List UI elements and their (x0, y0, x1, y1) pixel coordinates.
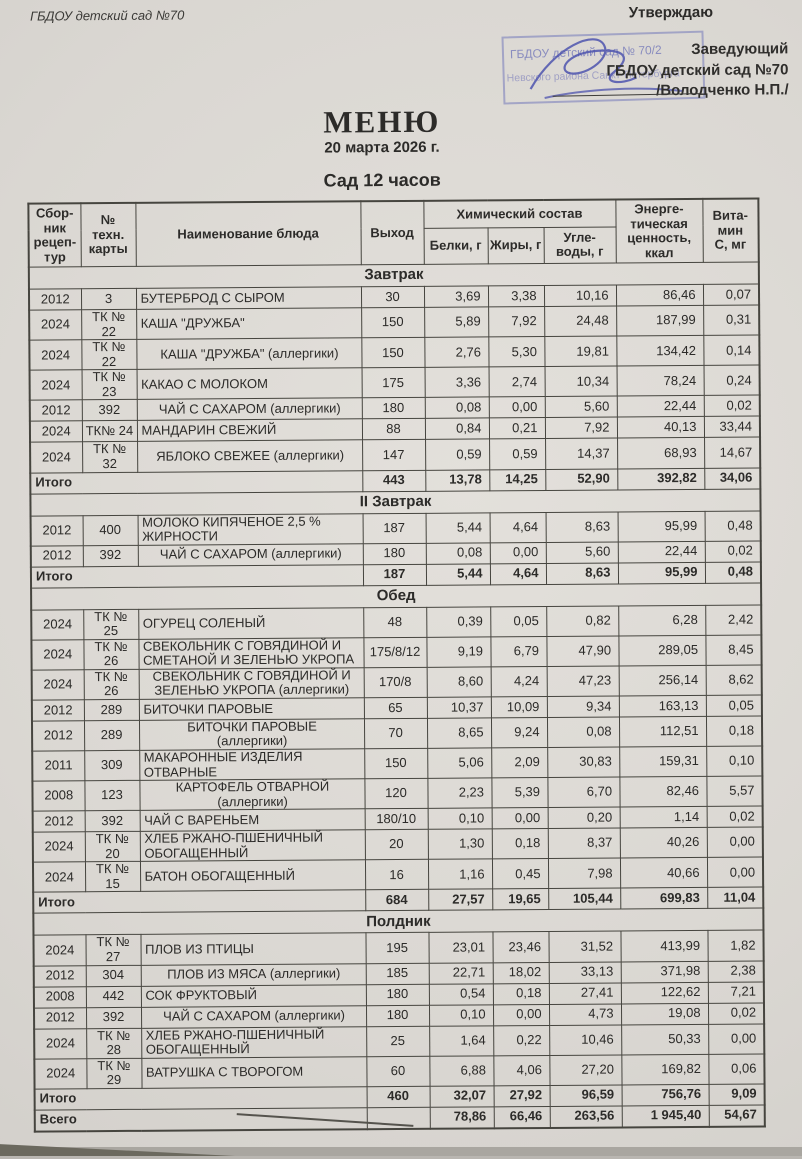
cell-protein: 1,30 (428, 829, 492, 860)
cell-fat: 6,79 (490, 636, 546, 666)
cell-protein: 5,89 (424, 307, 488, 338)
cell-fat: 0,05 (490, 606, 546, 636)
cell-energy: 159,31 (619, 746, 706, 777)
cell-carb: 105,44 (548, 888, 620, 910)
cell-card: ТК № 22 (81, 310, 136, 340)
cell-fat: 4,64 (490, 512, 546, 542)
cell-energy: 392,82 (617, 468, 704, 490)
cell-out: 65 (364, 697, 427, 718)
cell-protein: 5,44 (426, 564, 490, 585)
cell-card: 392 (83, 545, 138, 566)
cell-card: ТК № 32 (82, 442, 137, 472)
cell-energy: 6,28 (618, 605, 705, 636)
stamp-line-1: ГБДОУ детский сад № 70/2 (509, 42, 662, 62)
cell-vitc: 54,67 (709, 1105, 765, 1127)
cell-energy: 112,51 (619, 716, 706, 747)
cell-protein: 9,19 (426, 637, 490, 668)
grand-total-row (35, 1105, 765, 1132)
cell-protein: 0,08 (425, 397, 489, 418)
cell-carb: 24,48 (544, 306, 616, 337)
cell-out: 175/8/12 (363, 637, 426, 668)
menu-subtitle: Сад 12 часов (323, 169, 441, 191)
cell-dish: СОК ФРУКТОВЫЙ (141, 984, 366, 1007)
cell-energy: 256,14 (619, 665, 706, 696)
cell-energy: 22,44 (617, 396, 704, 418)
cell-src: 2012 (30, 400, 82, 421)
table-header-row-1 (28, 198, 758, 230)
cell-vitc: 0,00 (707, 827, 763, 857)
cell-vitc: 0,18 (706, 716, 762, 746)
cell-protein: 1,64 (429, 1025, 493, 1056)
cell-protein: 5,06 (427, 748, 491, 779)
cell-out: 48 (363, 607, 426, 638)
cell-fat: 0,18 (492, 829, 548, 859)
cell-out: 175 (362, 368, 425, 399)
cell-carb: 0,20 (548, 807, 620, 829)
cell-src: 2008 (32, 781, 84, 811)
cell-carb: 8,63 (546, 563, 618, 585)
cell-energy: 40,13 (617, 417, 704, 439)
cell-protein: 8,65 (427, 718, 491, 749)
cell-fat: 23,46 (492, 932, 548, 962)
stamp-line-2: Невского района Санкт-Петербурга (506, 67, 680, 85)
cell-card: ТК № 27 (85, 935, 140, 965)
menu-date: 20 марта 2026 г. (324, 138, 440, 157)
cell-out: 460 (367, 1086, 430, 1107)
cell-carb: 31,52 (548, 931, 620, 962)
cell-card: 392 (86, 1007, 141, 1028)
cell-dish: ЯБЛОКО СВЕЖЕЕ (аллергики) (137, 440, 362, 472)
section-title: II Завтрак (30, 489, 760, 516)
approve-label: Утверждаю (628, 3, 714, 22)
cell-out: 195 (365, 933, 428, 964)
cell-vitc: 0,14 (703, 335, 759, 365)
cell-carb: 4,73 (549, 1003, 621, 1025)
total-label: Итого (30, 470, 362, 493)
cell-carb: 47,23 (547, 666, 619, 697)
cell-energy: 40,26 (620, 828, 707, 859)
header-output: Выход (360, 201, 423, 265)
cell-dish: КАКАО С МОЛОКОМ (137, 368, 362, 400)
cell-energy: 371,98 (621, 961, 708, 983)
cell-src: 2024 (31, 609, 83, 639)
cell-vitc: 0,10 (706, 746, 762, 776)
cell-protein: 8,60 (427, 667, 491, 698)
cell-dish: ЧАЙ С САХАРОМ (аллергики) (141, 1005, 366, 1028)
cell-out: 443 (362, 470, 425, 491)
cell-vitc: 2,42 (705, 605, 761, 635)
cell-energy: 95,99 (618, 562, 705, 584)
cell-energy: 22,44 (618, 541, 705, 563)
cell-vitc: 5,57 (706, 776, 762, 806)
cell-dish: МАКАРОННЫЕ ИЗДЕЛИЯ ОТВАРНЫЕ (139, 749, 364, 781)
total-label: Итого (31, 564, 363, 587)
cell-fat: 0,00 (489, 397, 545, 418)
cell-carb: 0,08 (547, 717, 619, 748)
cell-protein: 0,84 (425, 418, 489, 439)
cell-fat: 0,00 (492, 808, 548, 829)
total-label: Итого (33, 890, 365, 913)
cell-out: 180 (363, 543, 426, 564)
cell-fat: 0,22 (493, 1025, 549, 1055)
cell-dish: СВЕКОЛЬНИК С ГОВЯДИНОЙ И ЗЕЛЕНЬЮ УКРОПА (аллергики) (139, 668, 364, 700)
cell-protein: 10,37 (427, 697, 491, 718)
cell-dish: БУТЕРБРОД С СЫРОМ (136, 287, 361, 310)
cell-src: 2012 (31, 545, 83, 566)
cell-carb: 7,92 (545, 417, 617, 439)
cell-energy: 78,24 (617, 366, 704, 397)
cell-dish: КАША "ДРУЖБА" (136, 308, 361, 340)
cell-out: 180 (362, 398, 425, 419)
cell-out: 684 (365, 890, 428, 911)
cell-src: 2024 (30, 421, 82, 442)
cell-src: 2012 (32, 700, 84, 721)
cell-energy: 122,62 (621, 982, 708, 1004)
cell-dish: ЧАЙ С ВАРЕНЬЕМ (140, 809, 365, 832)
cell-dish: БИТОЧКИ ПАРОВЫЕ (139, 698, 364, 721)
cell-src: 2024 (34, 1058, 86, 1088)
cell-carb: 6,70 (547, 777, 619, 808)
cell-fat: 2,09 (491, 748, 547, 778)
cell-out: 88 (362, 419, 425, 440)
cell-card: ТК № 20 (85, 832, 140, 862)
cell-fat: 2,74 (489, 367, 545, 397)
cell-energy: 756,76 (622, 1084, 709, 1106)
cell-protein: 3,36 (425, 367, 489, 398)
cell-energy: 19,08 (621, 1003, 708, 1025)
cell-dish: КАРТОФЕЛЬ ОТВАРНОЙ (аллергики) (139, 779, 364, 811)
cell-dish: КАША "ДРУЖБА" (аллергики) (136, 338, 361, 370)
cell-carb: 5,60 (545, 396, 617, 418)
cell-vitc: 2,38 (708, 960, 764, 981)
cell-vitc: 0,05 (706, 695, 762, 716)
cell-fat: 10,09 (491, 696, 547, 717)
director-title: Заведующий (691, 40, 789, 58)
cell-src: 2024 (33, 832, 85, 862)
cell-fat: 5,39 (491, 778, 547, 808)
cell-fat: 5,30 (488, 337, 544, 367)
cell-fat: 0,21 (489, 418, 545, 439)
cell-protein: 32,07 (430, 1086, 494, 1107)
cell-out: 70 (364, 718, 427, 749)
cell-src: 2024 (30, 442, 82, 472)
cell-protein: 0,10 (429, 1004, 493, 1025)
cell-out: 150 (364, 748, 427, 779)
cell-card: 392 (85, 811, 140, 832)
cell-protein: 27,57 (428, 889, 492, 910)
cell-out: 120 (364, 778, 427, 809)
cell-dish: ВАТРУШКА С ТВОРОГОМ (141, 1056, 366, 1088)
cell-out: 25 (366, 1026, 429, 1057)
cell-energy: 289,05 (618, 635, 705, 666)
cell-dish: СВЕКОЛЬНИК С ГОВЯДИНОЙ И СМЕТАНОЙ И ЗЕЛЕНЬЮ УКРОПА (138, 638, 363, 670)
cell-card: 289 (84, 699, 139, 720)
cell-vitc: 8,45 (705, 635, 761, 665)
cell-protein: 78,86 (430, 1107, 494, 1129)
cell-out: 16 (365, 860, 428, 891)
cell-src: 2024 (32, 670, 84, 700)
cell-dish: БИТОЧКИ ПАРОВЫЕ (аллергики) (139, 719, 364, 751)
cell-out: 30 (361, 287, 424, 308)
cell-vitc: 0,02 (705, 541, 761, 562)
cell-src: 2008 (34, 986, 86, 1007)
cell-card: ТК № 25 (83, 609, 138, 639)
cell-dish: ЧАЙ С САХАРОМ (аллергики) (137, 398, 362, 421)
cell-src: 2012 (34, 1007, 86, 1028)
cell-energy: 95,99 (618, 511, 705, 542)
cell-src: 2024 (34, 1028, 86, 1058)
cell-src: 2012 (31, 515, 83, 545)
cell-fat: 4,64 (490, 563, 546, 584)
header-recipe-source: Сбор- ник рецеп- тур (28, 203, 80, 267)
cell-vitc: 0,00 (708, 1023, 764, 1053)
cell-dish: ОГУРЕЦ СОЛЕНЫЙ (138, 607, 363, 639)
cell-out: 180 (366, 984, 429, 1005)
cell-fat: 9,24 (491, 717, 547, 747)
cell-fat: 27,92 (494, 1085, 550, 1106)
cell-fat: 0,00 (493, 1004, 549, 1025)
cell-out: 60 (366, 1056, 429, 1087)
cell-card: 3 (81, 289, 136, 310)
cell-card: 309 (84, 750, 139, 780)
cell-protein: 1,16 (428, 859, 492, 890)
cell-vitc: 0,02 (704, 395, 760, 416)
cell-card: ТК№ 24 (82, 421, 137, 442)
header-vitamin-c: Вита- мин С, мг (702, 198, 758, 262)
cell-energy: 40,66 (620, 858, 707, 889)
cell-card: ТК № 26 (84, 669, 139, 699)
section-title: Завтрак (29, 262, 759, 289)
cell-fat: 0,00 (490, 542, 546, 563)
cell-card: ТК № 26 (83, 639, 138, 669)
cell-out: 180/10 (365, 809, 428, 830)
cell-carb: 9,34 (547, 696, 619, 718)
cell-protein: 13,78 (425, 469, 489, 490)
header-tech-card: № техн. карты (80, 203, 135, 267)
cell-vitc: 33,44 (704, 416, 760, 437)
cell-out: 187 (363, 513, 426, 544)
header-carbs: Угле- воды, г (544, 227, 616, 264)
cell-fat: 4,06 (493, 1055, 549, 1085)
cell-vitc: 0,07 (703, 284, 759, 305)
cell-out: 150 (361, 308, 424, 339)
cell-protein: 5,44 (426, 512, 490, 543)
cell-src: 2012 (29, 289, 81, 310)
cell-out: 20 (365, 830, 428, 861)
cell-fat: 7,92 (488, 307, 544, 337)
cell-fat: 19,65 (492, 889, 548, 910)
cell-carb: 96,59 (550, 1085, 622, 1107)
cell-carb: 8,63 (546, 512, 618, 543)
cell-vitc: 0,06 (708, 1054, 764, 1084)
cell-protein: 3,69 (424, 286, 488, 307)
cell-card: ТК № 23 (82, 370, 137, 400)
header-chemical-composition: Химический состав (423, 199, 615, 228)
cell-out: 170/8 (364, 667, 427, 698)
cell-dish: ПЛОВ ИЗ МЯСА (аллергики) (141, 963, 366, 986)
cell-vitc: 1,82 (708, 930, 764, 960)
cell-card: 400 (83, 515, 138, 545)
cell-src: 2024 (30, 370, 82, 400)
cell-vitc: 0,02 (707, 806, 763, 827)
cell-src: 2012 (32, 721, 84, 751)
cell-vitc: 9,09 (709, 1084, 765, 1105)
section-title: Полдник (33, 908, 763, 935)
cell-carb: 47,90 (546, 636, 618, 667)
cell-vitc: 0,48 (705, 511, 761, 541)
cell-dish: ХЛЕБ РЖАНО-ПШЕНИЧНЫЙ ОБОГАЩЕННЫЙ (140, 830, 365, 862)
cell-carb: 27,41 (549, 982, 621, 1004)
cell-energy: 68,93 (617, 438, 704, 469)
header-proteins: Белки, г (424, 228, 488, 265)
cell-energy: 1 945,40 (622, 1105, 709, 1127)
cell-energy: 169,82 (621, 1054, 708, 1085)
cell-carb: 0,82 (546, 606, 618, 637)
cell-dish: МАНДАРИН СВЕЖИЙ (137, 419, 362, 442)
header-dish-name: Наименование блюда (135, 201, 360, 266)
cell-src: 2012 (33, 811, 85, 832)
cell-card: 304 (86, 965, 141, 986)
cell-carb: 19,81 (544, 336, 616, 367)
cell-dish: ХЛЕБ РЖАНО-ПШЕНИЧНЫЙ ОБОГАЩЕННЫЙ (141, 1026, 366, 1058)
cell-src: 2024 (33, 935, 85, 965)
cell-dish: ПЛОВ ИЗ ПТИЦЫ (140, 933, 365, 965)
cell-protein: 0,54 (429, 983, 493, 1004)
cell-protein: 0,08 (426, 543, 490, 564)
cell-carb: 30,83 (547, 747, 619, 778)
cell-energy: 86,46 (616, 285, 703, 307)
cell-energy: 413,99 (621, 931, 708, 962)
header-energy: Энерге- тическая ценность, ккал (615, 199, 702, 263)
cell-src: 2024 (29, 340, 81, 370)
cell-protein: 0,59 (425, 439, 489, 470)
cell-dish: БАТОН ОБОГАЩЕННЫЙ (140, 860, 365, 892)
cell-carb: 10,34 (545, 366, 617, 397)
menu-table-body (29, 262, 765, 1131)
cell-protein: 0,39 (426, 607, 490, 638)
cell-card: 289 (84, 720, 139, 750)
cell-card: ТК № 15 (85, 862, 140, 892)
cell-vitc: 8,62 (706, 665, 762, 695)
cell-card: ТК № 28 (86, 1028, 141, 1058)
cell-src: 2011 (32, 751, 84, 781)
cell-out: 150 (361, 338, 424, 369)
cell-fat: 66,46 (494, 1106, 550, 1128)
cell-card: 123 (84, 780, 139, 810)
cell-energy: 187,99 (616, 306, 703, 337)
cell-src: 2012 (34, 965, 86, 986)
cell-vitc: 14,67 (704, 437, 760, 467)
cell-fat: 18,02 (493, 962, 549, 983)
cell-carb: 14,37 (545, 438, 617, 469)
cell-carb: 52,90 (545, 469, 617, 491)
cell-fat: 3,38 (488, 286, 544, 307)
cell-carb: 10,16 (544, 285, 616, 307)
cell-out: 187 (363, 564, 426, 585)
cell-card: 442 (86, 986, 141, 1007)
total-label: Всего (35, 1107, 367, 1131)
section-title: Обед (31, 583, 761, 610)
cell-protein: 2,76 (424, 337, 488, 368)
cell-energy: 50,33 (621, 1024, 708, 1055)
cell-out: 185 (366, 963, 429, 984)
cell-out: 147 (362, 440, 425, 471)
cell-fat: 0,18 (493, 983, 549, 1004)
menu-table-wrapper (27, 197, 766, 1132)
cell-energy: 699,83 (620, 888, 707, 910)
header-fats: Жиры, г (488, 227, 544, 264)
cell-vitc: 7,21 (708, 981, 764, 1002)
director-org: ГБДОУ детский сад №70 (606, 60, 789, 80)
cell-energy: 82,46 (619, 776, 706, 807)
cell-carb: 8,37 (548, 828, 620, 859)
cell-energy: 163,13 (619, 695, 706, 717)
cell-energy: 134,42 (616, 336, 703, 367)
cell-dish: МОЛОКО КИПЯЧЕНОЕ 2,5 % ЖИРНОСТИ (138, 513, 363, 545)
cell-out: 180 (366, 1005, 429, 1026)
menu-title: МЕНЮ (323, 103, 441, 140)
cell-vitc: 34,06 (704, 468, 760, 489)
cell-carb: 263,56 (550, 1106, 622, 1128)
cell-protein: 0,10 (428, 808, 492, 829)
cell-vitc: 0,02 (708, 1002, 764, 1023)
cell-vitc: 0,24 (704, 365, 760, 395)
director-name: /Володченко Н.П./ (656, 81, 789, 100)
cell-card: 392 (82, 400, 137, 421)
menu-table (27, 197, 766, 1132)
cell-protein: 6,88 (429, 1055, 493, 1086)
cell-carb: 27,20 (549, 1055, 621, 1086)
cell-carb: 7,98 (548, 858, 620, 889)
cell-vitc: 0,48 (705, 562, 761, 583)
cell-carb: 5,60 (546, 542, 618, 564)
cell-fat: 0,45 (492, 859, 548, 889)
cell-src: 2024 (33, 862, 85, 892)
cell-carb: 33,13 (549, 961, 621, 983)
cell-src: 2024 (31, 639, 83, 669)
cell-protein: 22,71 (429, 962, 493, 983)
cell-vitc: 11,04 (707, 887, 763, 908)
cell-src: 2024 (29, 310, 81, 340)
cell-carb: 10,46 (549, 1024, 621, 1055)
cell-protein: 23,01 (428, 932, 492, 963)
cell-energy: 1,14 (620, 807, 707, 829)
cell-fat: 0,59 (489, 439, 545, 469)
cell-fat: 14,25 (489, 469, 545, 490)
cell-dish: ЧАЙ С САХАРОМ (аллергики) (138, 543, 363, 566)
cell-vitc: 0,00 (707, 857, 763, 887)
cell-card: ТК № 22 (81, 340, 136, 370)
cell-vitc: 0,31 (703, 305, 759, 335)
total-label: Итого (35, 1086, 367, 1109)
org-name-top-left: ГБДОУ детский сад №70 (30, 7, 185, 24)
cell-protein: 2,23 (427, 778, 491, 809)
cell-card: ТК № 29 (86, 1058, 141, 1088)
cell-fat: 4,24 (491, 666, 547, 696)
